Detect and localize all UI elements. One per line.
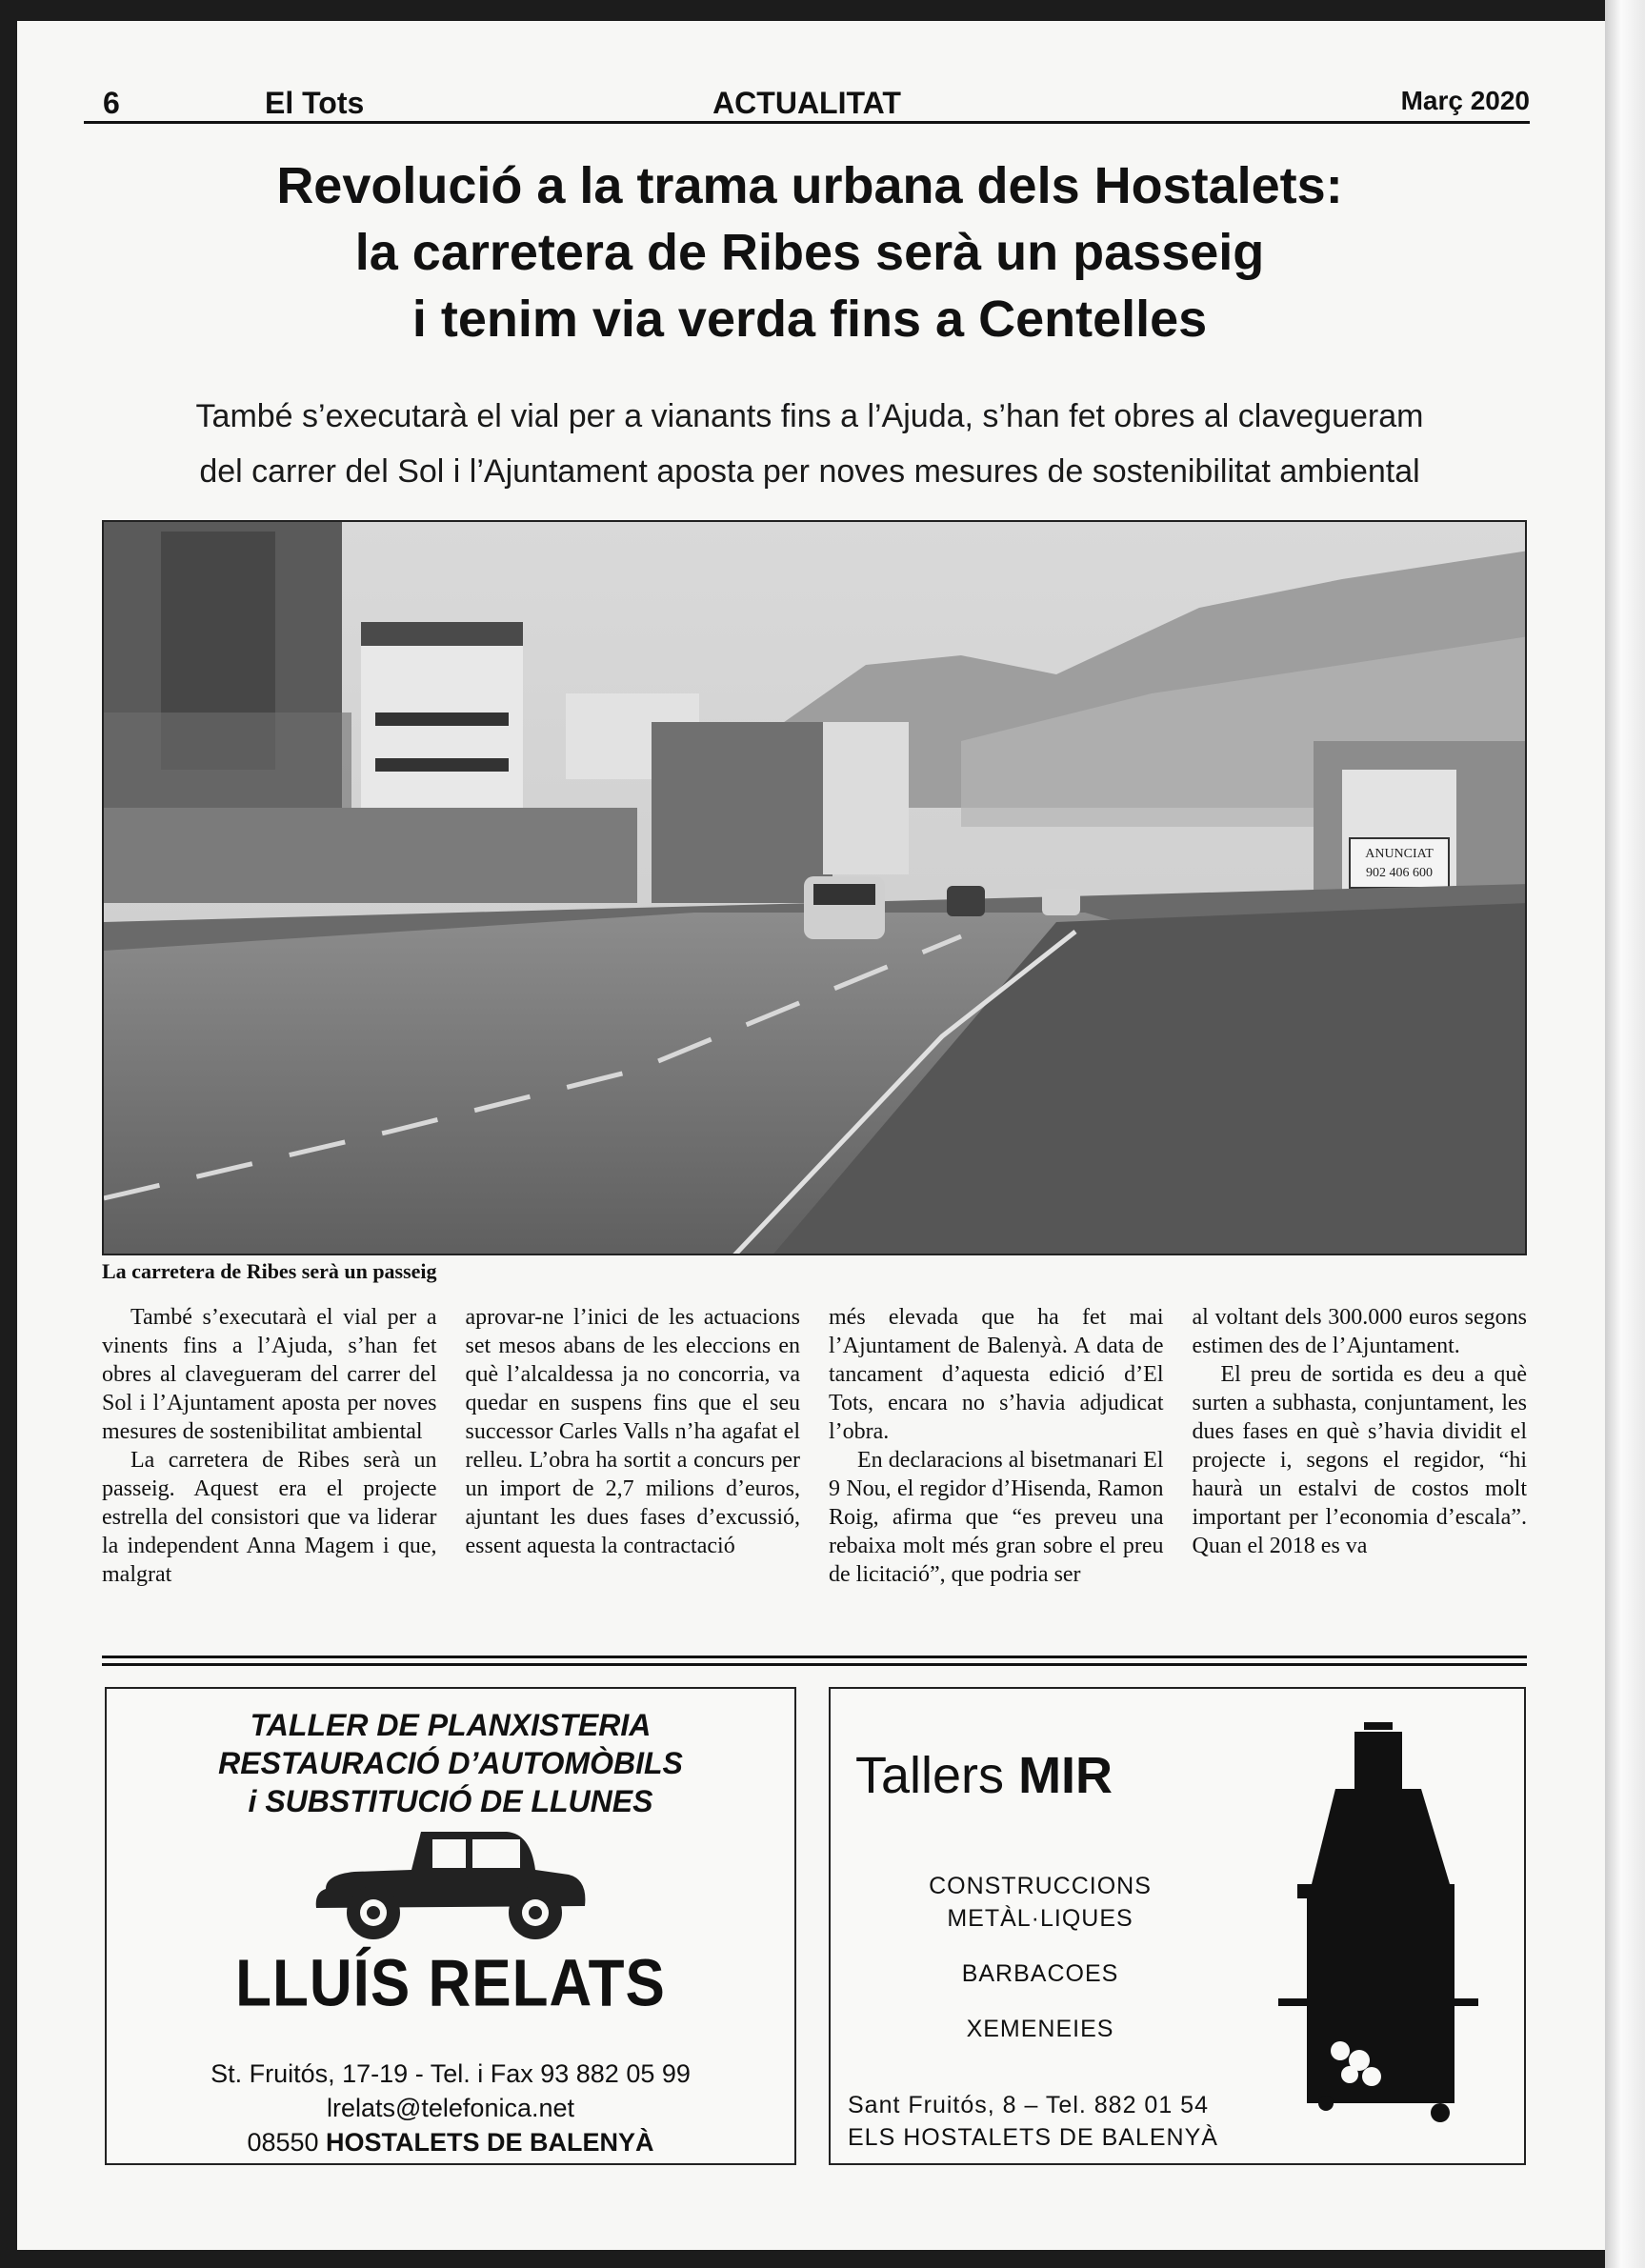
article-body (102, 1303, 1527, 1636)
page-edge (1605, 0, 1645, 2268)
ad-heading-line: RESTAURACIÓ D’AUTOMÒBILS (218, 1746, 683, 1780)
article-column (829, 1303, 1164, 1636)
paragraph: aprovar-ne l’inici de les actuacions set mesos abans de les eleccions en què l’alcaldessa ja no concorria, va quedar en suspens fins que el seu successor Carles Valls n’ha agafat el relleu. L’obra ha sortit a concurs per un import de 2,7 milions d’euros, ajuntant les dues fases d’excussió, essent aquesta la contractació (465, 1305, 800, 1558)
ad-lluis-relats (105, 1687, 796, 2165)
publication-name: El Tots (265, 86, 365, 120)
page-number: 6 (103, 86, 120, 120)
page-header (84, 86, 1530, 124)
article-photo (102, 520, 1527, 1255)
ad-service: METÀL·LIQUES (947, 1905, 1133, 1932)
divider (102, 1663, 1527, 1666)
paragraph: més elevada que ha fet mai l’Ajuntament de Balenyà. A data de tancament d’aquesta edició d’El Tots, encara no s’havia adjudicat l’obra. (829, 1305, 1164, 1444)
subtitle-line: També s’executarà el vial per a vianants fins a l’Ajuda, s’han fet obres al clavegueram (195, 398, 1424, 434)
title-line: la carretera de Ribes serà un passeig (354, 224, 1265, 281)
issue-date: Març 2020 (1400, 86, 1530, 115)
subtitle-line: del carrer del Sol i l’Ajuntament aposta per noves mesures de sostenibilitat ambiental (199, 453, 1420, 490)
title-line: Revolució a la trama urbana dels Hostalets: (276, 157, 1343, 214)
ad-service: XEMENEIES (966, 2016, 1114, 2042)
article-title (95, 152, 1524, 352)
article-column (1193, 1303, 1528, 1636)
ad-postcode: 08550 (247, 2128, 319, 2157)
ad-email: lrelats@telefonica.net (326, 2094, 575, 2122)
divider (102, 1656, 1527, 1658)
ad-heading-line: TALLER DE PLANXISTERIA (250, 1708, 652, 1742)
ad-address-line: ELS HOSTALETS DE BALENYÀ (848, 2124, 1218, 2151)
paragraph: al voltant dels 300.000 euros segons estimen des de l’Ajuntament. (1192, 1305, 1527, 1358)
ad-service: CONSTRUCCIONS (929, 1873, 1152, 1899)
billboard-phone: 902 406 600 (1366, 866, 1433, 880)
ad-company-name (855, 1746, 1113, 1805)
article-subtitle (95, 389, 1524, 499)
photo-caption: La carretera de Ribes serà un passeig (102, 1259, 437, 1283)
vintage-car-icon (307, 1822, 592, 1946)
ad-contact (107, 2057, 794, 2159)
ad-town: HOSTALETS DE BALENYÀ (326, 2128, 654, 2157)
ad-address-line: Sant Fruitós, 8 – Tel. 882 01 54 (848, 2092, 1209, 2118)
ad-tallers-mir (829, 1687, 1526, 2165)
ad-address (848, 2089, 1218, 2154)
ad-heading-line: i SUBSTITUCIÓ DE LLUNES (248, 1784, 653, 1818)
ad-brand: LLUÍS RELATS (235, 1946, 666, 2021)
paragraph: El preu de sortida es deu a què surten a subhasta, conjuntament, les dues fases en què s’havia dividit el projecte i, segons el regidor, “hi haurà un estalvi de costos molt important per l’economia d’escala”. Quan el 2018 es va (1192, 1362, 1527, 1558)
billboard (1350, 838, 1449, 888)
ad-heading (107, 1706, 794, 1820)
title-line: i tenim via verda fins a Centelles (411, 291, 1208, 348)
ad-name-light: Tallers (855, 1747, 1005, 1804)
ad-service: BARBACOES (961, 1960, 1119, 1987)
ad-location (107, 2125, 794, 2159)
paragraph: La carretera de Ribes serà un passeig. Aquest era el projecte estrella del consistori que va liderar la independent Anna Magem i que, malgrat (102, 1448, 437, 1587)
article-column (102, 1303, 437, 1636)
paragraph: En declaracions al bisetmanari El 9 Nou, el regidor d’Hisenda, Ramon Roig, afirma que “es preveu una rebaixa molt més gran sobre el preu de licitació”, que podria ser (829, 1448, 1164, 1587)
paragraph: També s’executarà el vial per a vinents fins a l’Ajuda, s’han fet obres al clavegueram del carrer del Sol i l’Ajuntament aposta per noves mesures de sostenibilitat ambiental (102, 1305, 437, 1444)
ad-address: St. Fruitós, 17-19 - Tel. i Fax 93 882 05 99 (211, 2059, 691, 2088)
ad-name-bold: MIR (1018, 1747, 1113, 1804)
billboard-text: ANUNCIAT (1365, 847, 1434, 861)
section-name: ACTUALITAT (712, 86, 901, 120)
article-column (466, 1303, 801, 1636)
barbecue-icon (1259, 1722, 1507, 2141)
